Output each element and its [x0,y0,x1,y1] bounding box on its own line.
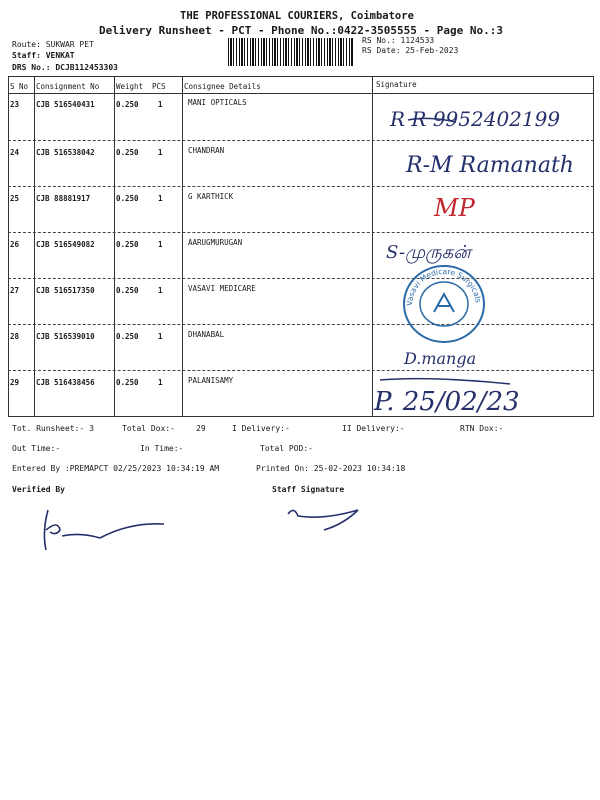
row-consignee: MANI OPTICALS [188,98,247,107]
row-weight: 0.250 [116,286,139,295]
row-consignee: G KARTHICK [188,192,234,201]
row-pcs: 1 [158,148,163,157]
row-sno: 25 [10,194,20,203]
total-runsheet: Tot. Runsheet:- 3 [12,424,94,433]
row-weight: 0.250 [116,100,139,109]
col-header-consignment: Consignment No [36,82,100,91]
row-divider [8,324,594,325]
row-consignee: PALANISAMY [188,376,234,385]
in-time-label: In Time:- [140,444,184,453]
col-header-signature: Signature [376,80,417,89]
col-divider [593,76,594,417]
row-consignee: VASAVI MEDICARE [188,284,256,293]
row-pcs: 1 [158,194,163,203]
staff-label: Staff: VENKAT [12,51,75,60]
row-divider [8,278,594,279]
row-consignee: CHANDRAN [188,146,225,155]
entered-by: Entered By :PREMAPCT 02/25/2023 10:34:19 AM [12,464,220,473]
signature-row-28 [402,346,522,372]
row-consignment: CJB 516539010 [36,332,95,341]
col-header-pcs: PCS [152,82,166,91]
company-stamp [398,262,490,346]
printed-on: Printed On: 25-02-2023 10:34:18 [256,464,406,473]
row-sno: 29 [10,378,20,387]
row-pcs: 1 [158,240,163,249]
verified-by-label: Verified By [12,485,65,494]
col-header-sno: S No [10,82,29,91]
row-sno: 26 [10,240,20,249]
row-consignment: CJB 516549082 [36,240,95,249]
row-consignee: DHANABAL [188,330,225,339]
row-divider [8,232,594,233]
row-weight: 0.250 [116,378,139,387]
signature-row-25 [432,192,492,226]
verifier-signature [40,502,170,558]
row-consignment: CJB 516540431 [36,100,95,109]
signature-row-23 [388,104,568,140]
rs-date: RS Date: 25-Feb-2023 [362,46,459,55]
row-pcs: 1 [158,286,163,295]
table-header-border [8,93,594,94]
staff-signature-mark [284,502,364,536]
runsheet-subtitle: Delivery Runsheet - PCT - Phone No.:0422-3505555 - Page No.:3 [99,24,503,37]
col-divider [114,76,115,417]
row-consignment: CJB 516538042 [36,148,95,157]
stamp-text: Vasavi Medicare Surgicals [404,266,483,307]
row-pcs: 1 [158,378,163,387]
row-weight: 0.250 [116,240,139,249]
row-sno: 27 [10,286,20,295]
row-consignment: CJB 516438456 [36,378,95,387]
row-weight: 0.250 [116,332,139,341]
drs-number: DRS No.: DCJB112453303 [12,63,118,72]
signature-row-23-text: R R 9952402199 [390,107,561,131]
row-consignment: CJB 88881917 [36,194,91,203]
signature-row-24 [404,146,574,186]
row-sno: 28 [10,332,20,341]
row-sno: 23 [10,100,20,109]
row-divider [8,186,594,187]
company-name: THE PROFESSIONAL COURIERS, Coimbatore [180,10,414,22]
out-time-label: Out Time:- [12,444,61,453]
route-label: Route: SUKWAR PET [12,40,94,49]
row-sno: 24 [10,148,20,157]
barcode [228,38,354,66]
col-divider [372,76,373,417]
signature-row-25-text: MP [434,194,475,222]
row-weight: 0.250 [116,194,139,203]
svg-text:Vasavi Medicare Surgicals [405,267,483,306]
staff-signature-label: Staff Signature [272,485,345,494]
col-header-weight: Weight [116,82,144,91]
row-pcs: 1 [158,100,163,109]
total-pod-label: Total POD:- [260,444,313,453]
signature-row-29 [370,372,570,420]
rs-number: RS No.: 1124533 [362,36,435,45]
col-divider [182,76,183,417]
col-header-consignee: Consignee Details [184,82,261,91]
i-delivery-label: I Delivery:- [232,424,290,433]
signature-row-26-text: S-முருகன் [386,242,471,263]
rtn-dox-label: RTN Dox:- [460,424,504,433]
col-divider [34,76,35,417]
row-pcs: 1 [158,332,163,341]
total-dox-value: 29 [196,424,206,433]
total-dox-label: Total Dox:- [122,424,175,433]
row-weight: 0.250 [116,148,139,157]
row-divider [8,140,594,141]
col-divider [8,76,9,417]
ii-delivery-label: II Delivery:- [342,424,405,433]
signature-row-29-text: P. 25/02/23 [374,387,520,417]
signature-row-28-text: D.manga [404,349,477,368]
row-consignment: CJB 516517350 [36,286,95,295]
row-consignee: AARUGMURUGAN [188,238,243,247]
table-top-border [8,76,594,77]
signature-row-24-text: R-M Ramanath [406,153,574,178]
